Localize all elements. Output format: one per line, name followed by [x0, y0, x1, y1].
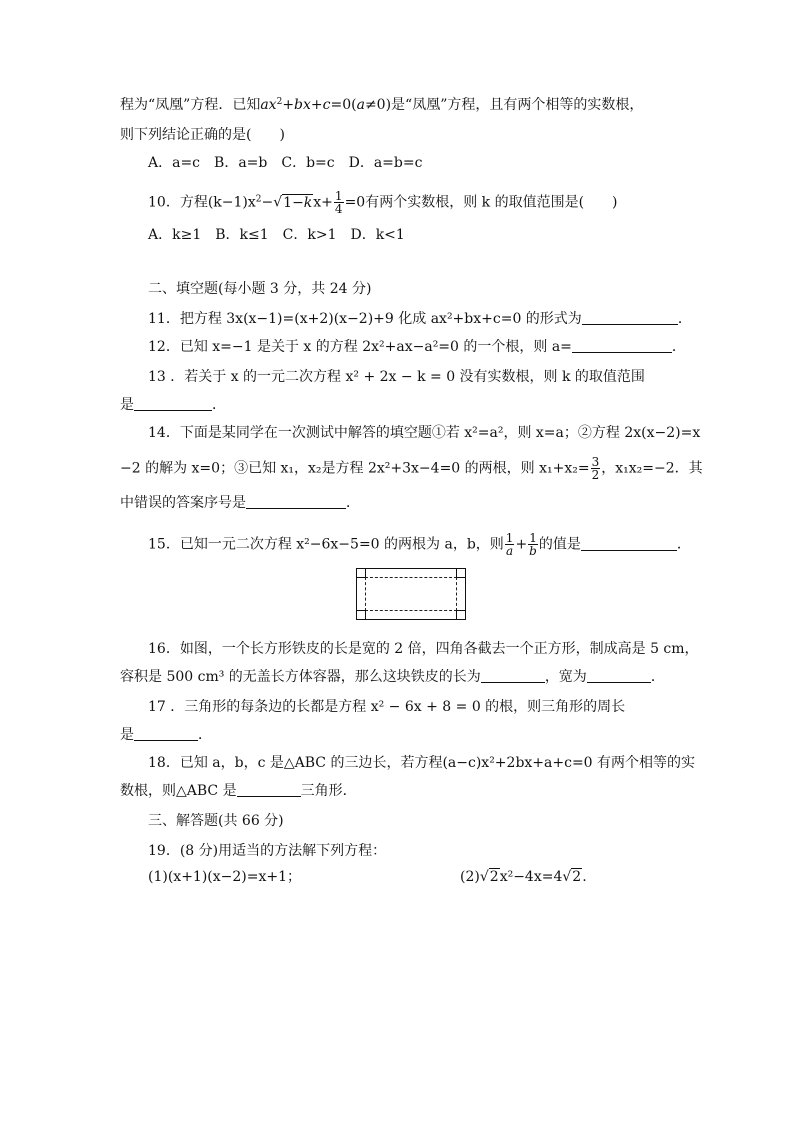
q10-fraction: $\frac{1}{4}$	[334, 189, 343, 216]
q12-answer-blank[interactable]	[572, 338, 672, 353]
q16-length-blank[interactable]	[481, 668, 545, 683]
iron-sheet-figure	[356, 568, 466, 620]
q15-line: 15．已知一元二次方程 x²−6x−5=0 的两根为 a，b，则 $\frac{1}{a}$ + $\frac{1}{b}$ 的值是 ．	[148, 531, 691, 558]
q10-line: 10．方程$(k-1)x^2-√1-kx+$ $\frac{1}{4}$ =0有两个实数根，则 k 的取值范围是( )	[148, 189, 618, 216]
q14-text-a: −2 的解为 x=0；③已知 x₁，x₂是方程 2x²+3x−4=0 的两根，则 x₁+x₂=	[120, 460, 590, 477]
section3-heading: 三、解答题(共 66 分)	[148, 813, 284, 829]
q13-line2	[120, 396, 226, 414]
corner-square	[456, 569, 465, 578]
q15-text: 15．已知一元二次方程 x²−6x−5=0 的两根为 a，b，则	[148, 536, 504, 553]
corner-square	[456, 610, 465, 619]
q9-line2: 则下列结论正确的是( )	[120, 127, 285, 143]
q19-part2-mid: x²−4x=4	[499, 869, 563, 885]
q16-end: ．	[650, 669, 665, 685]
corner-square	[357, 610, 366, 619]
q14-line2	[120, 456, 703, 481]
q19-part2-end: .	[582, 869, 587, 885]
q11-end: ．	[677, 311, 692, 327]
q14-end: ．	[346, 495, 360, 511]
q11-text: 11．把方程 3x(x−1)=(x+2)(x−2)+9 化成 ax²+bx+c=0 的形式为	[148, 311, 582, 327]
q17-line2	[120, 726, 212, 744]
q16-line1: 16．如图，一个长方形铁皮的长是宽的 2 倍，四角各截去一个正方形，制成高是 5 cm，	[148, 641, 699, 657]
q9-line1: 程为“凤凰”方程．已知$ax^2+bx+c=0(a\ne 0)$是“凤凰”方程，且有两个相等的实数根，	[120, 97, 644, 113]
q15-end: ．	[676, 536, 691, 553]
q16-text-a: 容积是 500 cm³ 的无盖长方体容器，那么这块铁皮的长为	[120, 669, 481, 685]
q9-text-a: 程为“凤凰”方程．已知	[120, 97, 261, 113]
corner-square	[357, 569, 366, 578]
q16-width-blank[interactable]	[587, 668, 651, 683]
q17-line1: 17 ．三角形的每条边的长都是方程 x² − 6x + 8 = 0 的根，则三角形的周长	[148, 699, 626, 715]
q15-text-end: 的值是	[538, 536, 581, 553]
q18-line1: 18．已知 a，b，c 是△ABC 的三边长，若方程(a−c)x²+2bx+a+c=0 有两个相等的实	[148, 755, 696, 771]
q14-line3	[120, 494, 360, 512]
q11-answer-blank[interactable]	[582, 310, 678, 325]
q19-part2-prefix: (2)	[460, 869, 480, 885]
q9-text-c: )是“凤凰”方程，且有两个相等的实数根，	[385, 97, 644, 113]
section2-heading: 二、填空题(每小题 3 分，共 24 分)	[148, 281, 372, 297]
q9-text-b: =0(	[330, 97, 357, 113]
q10-prefix: 10．方程(k−1)x	[148, 194, 256, 211]
q14-fraction: $\frac{3}{2}$	[591, 455, 600, 482]
q14-prefix: 中错误的答案序号是	[120, 495, 246, 511]
q12-line	[148, 338, 686, 356]
q16-text-b: ，宽为	[544, 669, 587, 685]
q15-answer-blank[interactable]	[581, 536, 677, 551]
q15-fraction-b: $\frac{1}{b}$	[529, 531, 537, 558]
q10-mid: x+	[313, 194, 333, 211]
q19-part2: (2)√2x²−4x=4√2.	[460, 869, 587, 885]
q12-text: 12．已知 x=−1 是关于 x 的方程 2x²+ax−a²=0 的一个根，则 a=	[148, 339, 572, 355]
q9-options: A．a=c B．a=b C．b=c D．a=b=c	[148, 155, 423, 171]
q17-answer-blank[interactable]	[134, 726, 198, 741]
q10-options: A．k≥1 B．k≤1 C．k>1 D．k<1	[148, 227, 405, 243]
q18-line2	[120, 782, 357, 800]
q18-text-a: 数根，则△ABC 是	[120, 783, 237, 799]
q18-text-b: 三角形．	[300, 783, 357, 799]
q14-line1: 14．下面是某同学在一次测试中解答的填空题①若 x²=a²，则 x=a；②方程 2x(x−2)=x	[148, 425, 701, 441]
q10-suffix: =0有两个实数根，则 k 的取值范围是( )	[344, 194, 618, 211]
q14-answer-blank[interactable]	[246, 494, 346, 509]
fold-dashed-rectangle	[365, 577, 457, 611]
q19-part1: (1)(x+1)(x−2)=x+1；	[148, 869, 302, 885]
q15-fraction-a: $\frac{1}{a}$	[505, 531, 514, 558]
q18-answer-blank[interactable]	[237, 782, 301, 797]
q12-end: ．	[671, 339, 686, 355]
q17-prefix: 是	[120, 727, 134, 743]
q13-prefix: 是	[120, 397, 134, 413]
q16-line2	[120, 668, 665, 686]
q13-end: ．	[212, 397, 226, 413]
q19-title: 19．(8 分)用适当的方法解下列方程：	[148, 843, 387, 859]
q14-text-b: ，x₁x₂=−2．其	[601, 460, 703, 477]
q11-line	[148, 310, 692, 328]
q13-answer-blank[interactable]	[134, 396, 212, 411]
q17-end: ．	[198, 727, 212, 743]
q13-line1: 13 ．若关于 x 的一元二次方程 x² + 2x − k = 0 没有实数根，则 k 的取值范围	[148, 369, 645, 385]
